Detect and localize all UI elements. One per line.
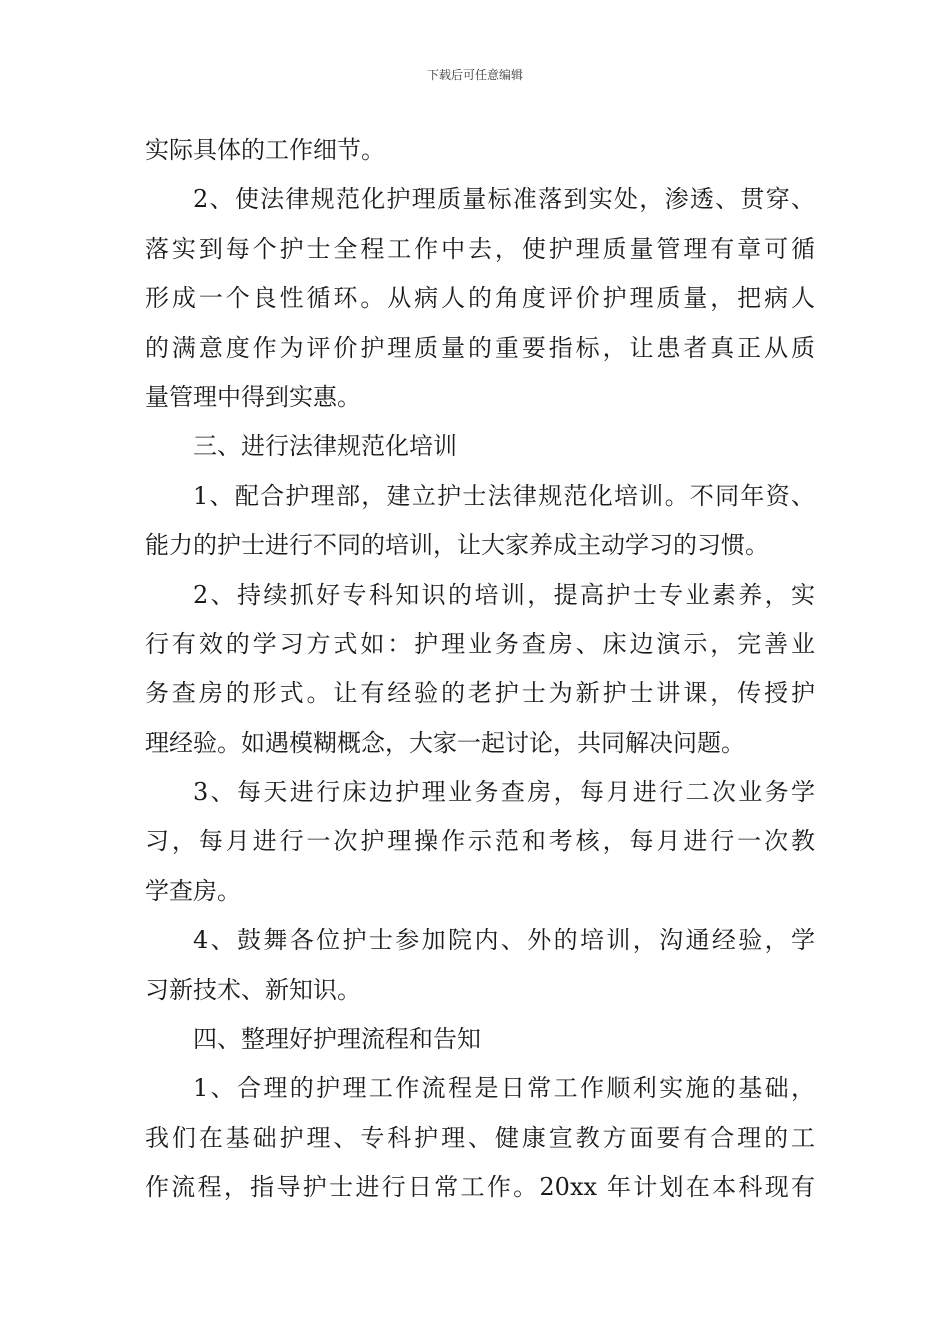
text-line: 行有效的学习方式如：护理业务查房、床边演示，完善业 xyxy=(145,629,815,658)
text-line: 1、配合护理部，建立护士法律规范化培训。不同年资、 xyxy=(193,481,815,510)
text-line: 量管理中得到实惠。 xyxy=(145,382,361,411)
text-line: 四、整理好护理流程和告知 xyxy=(193,1025,481,1054)
text-line: 习新技术、新知识。 xyxy=(145,975,361,1004)
text-line: 落实到每个护士全程工作中去，使护理质量管理有章可循 xyxy=(145,234,815,263)
text-line: 2、持续抓好专科知识的培训，提高护士专业素养，实 xyxy=(193,580,815,609)
text-line: 形成一个良性循环。从病人的角度评价护理质量，把病人 xyxy=(145,284,815,313)
text-line: 的满意度作为评价护理质量的重要指标，让患者真正从质 xyxy=(145,333,815,362)
text-line: 习，每月进行一次护理操作示范和考核，每月进行一次教 xyxy=(145,827,815,856)
text-line: 作流程，指导护士进行日常工作。20xx 年计划在本科现有 xyxy=(145,1173,815,1202)
text-line: 能力的护士进行不同的培训，让大家养成主动学习的习惯。 xyxy=(145,531,769,560)
text-line: 3、每天进行床边护理业务查房，每月进行二次业务学 xyxy=(193,778,815,807)
text-line: 务查房的形式。让有经验的老护士为新护士讲课，传授护 xyxy=(145,679,815,708)
document-body xyxy=(145,126,815,1213)
text-line: 三、进行法律规范化培训 xyxy=(193,432,457,461)
text-line: 学查房。 xyxy=(145,876,241,905)
text-line: 理经验。如遇模糊概念，大家一起讨论，共同解决问题。 xyxy=(145,728,745,757)
text-line: 2、使法律规范化护理质量标准落到实处，渗透、贯穿、 xyxy=(193,185,815,214)
page-header: 下载后可任意编辑 xyxy=(426,68,523,82)
text-line: 实际具体的工作细节。 xyxy=(145,136,385,164)
text-line: 1、合理的护理工作流程是日常工作顺利实施的基础， xyxy=(193,1074,815,1103)
text-line: 4、鼓舞各位护士参加院内、外的培训，沟通经验，学 xyxy=(193,926,815,955)
text-line: 我们在基础护理、专科护理、健康宣教方面要有合理的工 xyxy=(145,1123,815,1152)
